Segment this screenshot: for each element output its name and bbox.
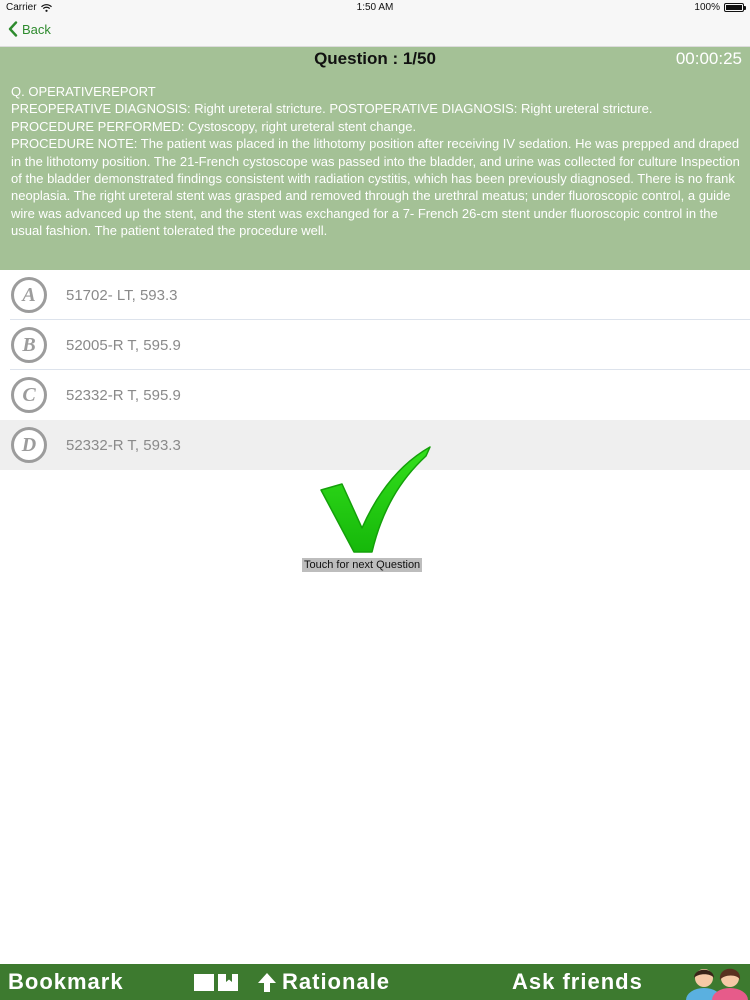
question-text: [11, 83, 741, 240]
checkmark-icon[interactable]: [318, 444, 432, 556]
answer-text: 52332-R T, 595.9: [66, 386, 181, 404]
answer-letter-badge: A: [11, 277, 47, 313]
book-button[interactable]: [192, 964, 240, 1000]
bookmark-label: Bookmark: [8, 969, 124, 994]
answer-option-c[interactable]: [0, 370, 750, 420]
friends-icon[interactable]: [682, 964, 750, 1000]
answer-letter-badge: D: [11, 427, 47, 463]
question-header: [0, 47, 750, 75]
answer-text: 52005-R T, 595.9: [66, 336, 181, 354]
back-button[interactable]: [8, 21, 51, 37]
rationale-label: Rationale: [282, 969, 391, 994]
question-line: PROCEDURE NOTE: The patient was placed in the lithotomy position after receiving IV sedation. He was prepped and draped in the lithotomy position. The 21-French cystoscope was passed into the bladder, and urine was collected for culture Inspection of the bladder demonstrated findings consistent with radiation cystitis, which has been previously diagnosed. There is no frank neoplasia. The right ureteral stent was grasped and removed through the urethral meatus; under fluoroscopic control, a guide wire was advanced up the stent, and the stent was exchanged for a 7- French 26-cm stent under fluoroscopic control in the usual fashion. The patient tolerated the procedure well.: [11, 136, 740, 239]
status-time: 1:50 AM: [356, 2, 394, 13]
answer-list: [0, 270, 750, 470]
question-line: PROCEDURE PERFORMED: Cystoscopy, right ureteral stent change.: [11, 118, 417, 134]
answer-letter-badge: C: [11, 377, 47, 413]
back-label: Back: [22, 21, 51, 37]
ask-friends-button[interactable]: [512, 964, 643, 1000]
question-timer: 00:00:25: [675, 49, 742, 68]
ask-friends-label: Ask friends: [512, 969, 643, 994]
rationale-button[interactable]: [256, 964, 390, 1000]
book-icon: [192, 971, 240, 993]
answer-option-a[interactable]: [0, 270, 750, 320]
navigation-bar: [0, 16, 750, 47]
answer-text: 51702- LT, 593.3: [66, 286, 178, 304]
status-bar: [0, 0, 750, 16]
question-counter: Question : 1/50: [314, 49, 436, 68]
carrier-label: Carrier: [6, 2, 37, 13]
bottom-toolbar: [0, 964, 750, 1000]
chevron-left-icon: [8, 21, 18, 37]
answer-letter-badge: B: [11, 327, 47, 363]
battery-info: [694, 2, 744, 13]
answer-option-b[interactable]: [0, 320, 750, 370]
question-line: PREOPERATIVE DIAGNOSIS: Right ureteral stricture. POSTOPERATIVE DIAGNOSIS: Right ureteral stricture.: [11, 101, 653, 117]
next-question-button[interactable]: Touch for next Question: [304, 559, 421, 571]
question-line: Q. OPERATIVEREPORT: [11, 84, 156, 99]
battery-percent: 100%: [694, 2, 720, 13]
battery-icon: [724, 3, 744, 12]
answer-text: 52332-R T, 593.3: [66, 436, 181, 454]
question-panel: [0, 47, 750, 270]
bookmark-button[interactable]: [8, 964, 124, 1000]
arrow-up-icon: [256, 971, 278, 993]
